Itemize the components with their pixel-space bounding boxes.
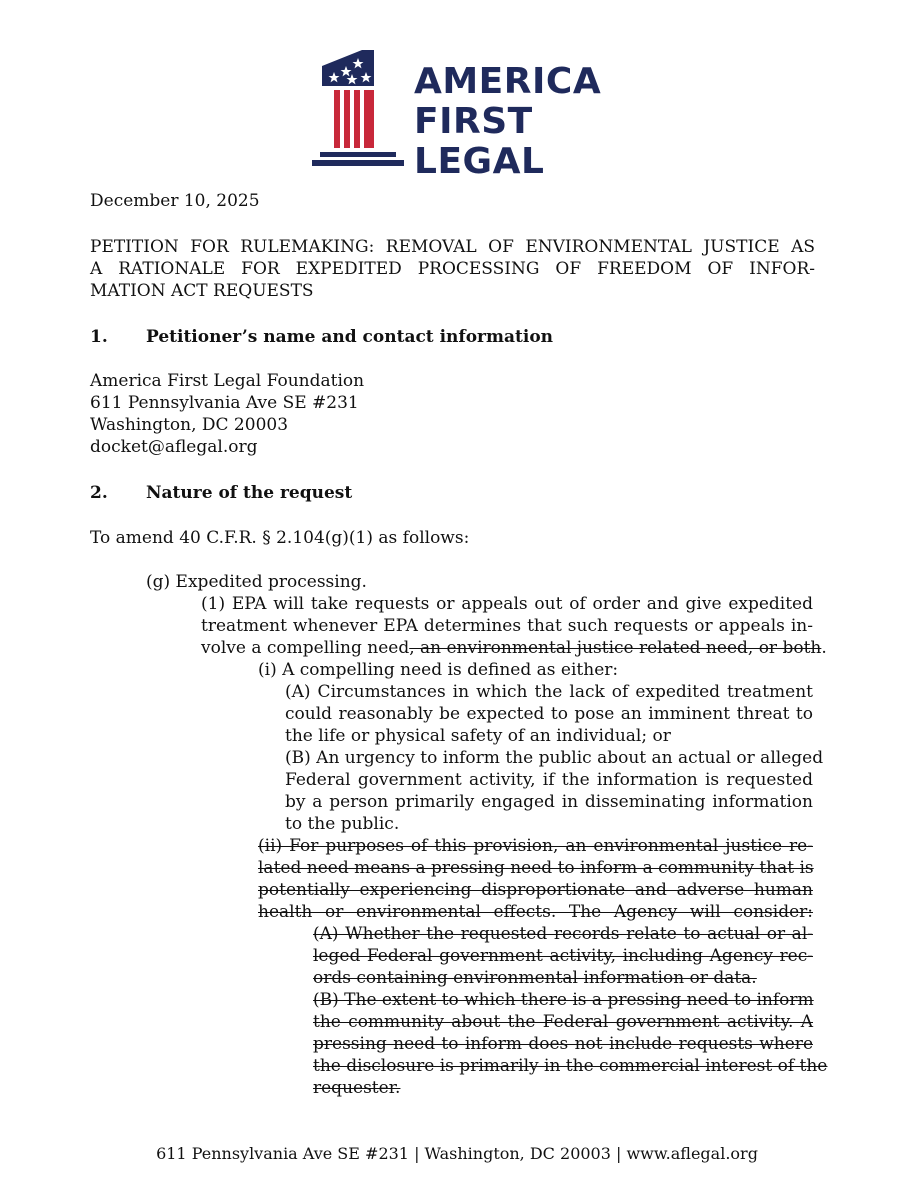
rule-line: could reasonably be expected to pose an imminent threat to — [285, 704, 813, 724]
amendment-intro: To amend 40 C.F.R. § 2.104(g)(1) as follows: — [90, 528, 470, 548]
rule-line: (A) Circumstances in which the lack of expedited treatment — [285, 682, 813, 702]
section-title: Nature of the request — [146, 483, 353, 503]
rule-line — [201, 637, 827, 659]
rule-text: A compelling need is defined as either: — [276, 660, 619, 680]
rule-text: Expedited processing. — [170, 572, 367, 592]
pillar-one-icon — [312, 44, 408, 168]
petition-title — [90, 236, 815, 302]
letter-date: December 10, 2025 — [90, 191, 260, 211]
petitioner-address — [90, 370, 364, 458]
rule-i-A — [285, 681, 813, 747]
logo-wordmark — [414, 62, 601, 182]
title-line: PETITION FOR RULEMAKING: REMOVAL OF ENVIRONMENTAL JUSTICE AS — [90, 237, 815, 257]
rule-text: volve a compelling need — [201, 638, 410, 658]
address-line: America First Legal Foundation — [90, 371, 365, 391]
rule-ii-B-struck — [313, 989, 828, 1099]
rule-paragraph-1 — [201, 593, 827, 659]
address-line: 611 Pennsylvania Ave SE #231 — [90, 393, 359, 413]
title-line: MATION ACT REQUESTS — [90, 281, 314, 301]
struck-line: (B) The extent to which there is a pressing need to inform — [313, 990, 814, 1010]
struck-line: health or environmental effects. The Agency will consider: — [258, 902, 813, 922]
logo-line-america: AMERICA — [414, 61, 602, 102]
struck-line: the community about the Federal government activity. A — [313, 1012, 813, 1032]
rule-line: (1) EPA will take requests or appeals out of order and give expedited — [201, 594, 813, 614]
address-line: Washington, DC 20003 — [90, 415, 289, 435]
rule-text: . — [821, 638, 827, 658]
rule-label: (i) — [258, 660, 277, 680]
rule-label: (g) — [146, 572, 171, 592]
struck-line: ords containing environmental information or data. — [313, 968, 757, 988]
title-line: A RATIONALE FOR EXPEDITED PROCESSING OF FREEDOM OF INFOR- — [90, 259, 815, 279]
struck-line: the disclosure is primarily in the commercial interest of the — [313, 1056, 828, 1076]
struck-line: leged Federal government activity, including Agency rec- — [313, 946, 813, 966]
rule-ii-A-struck — [313, 923, 813, 989]
struck-line: pressing need to inform does not include requests where — [313, 1034, 813, 1054]
rule-line: by a person primarily engaged in disseminating information — [285, 792, 813, 812]
rule-g — [146, 571, 367, 593]
section-1-heading — [90, 326, 553, 348]
section-2-heading — [90, 482, 352, 504]
section-number: 2. — [90, 483, 108, 503]
struck-line: (A) Whether the requested records relate to actual or al- — [313, 924, 813, 944]
rule-line: Federal government activity, if the information is requested — [285, 770, 813, 790]
section-title: Petitioner’s name and contact information — [146, 327, 554, 347]
struck-text: , an environmental justice related need, or both — [409, 638, 822, 658]
rule-i — [258, 659, 618, 681]
rule-line: the life or physical safety of an individual; or — [285, 726, 671, 746]
rule-ii-struck — [258, 835, 813, 923]
logo-line-first: FIRST — [414, 101, 533, 142]
struck-line: potentially experiencing disproportionate and adverse human — [258, 880, 813, 900]
america-first-legal-logo — [312, 44, 612, 182]
section-number: 1. — [90, 327, 108, 347]
page-footer: 611 Pennsylvania Ave SE #231 | Washington, DC 20003 | www.aflegal.org — [156, 1144, 758, 1163]
struck-line: lated need means a pressing need to inform a community that is — [258, 858, 814, 878]
rule-line: treatment whenever EPA determines that such requests or appeals in- — [201, 616, 813, 636]
logo-line-legal: LEGAL — [414, 141, 545, 182]
struck-line: requester. — [313, 1078, 401, 1098]
rule-line: (B) An urgency to inform the public about an actual or alleged — [285, 748, 824, 768]
rule-i-B — [285, 747, 824, 835]
rule-line: to the public. — [285, 814, 400, 834]
email-link[interactable]: docket@aflegal.org — [90, 437, 258, 457]
struck-line: (ii) For purposes of this provision, an environmental justice re- — [258, 836, 813, 856]
